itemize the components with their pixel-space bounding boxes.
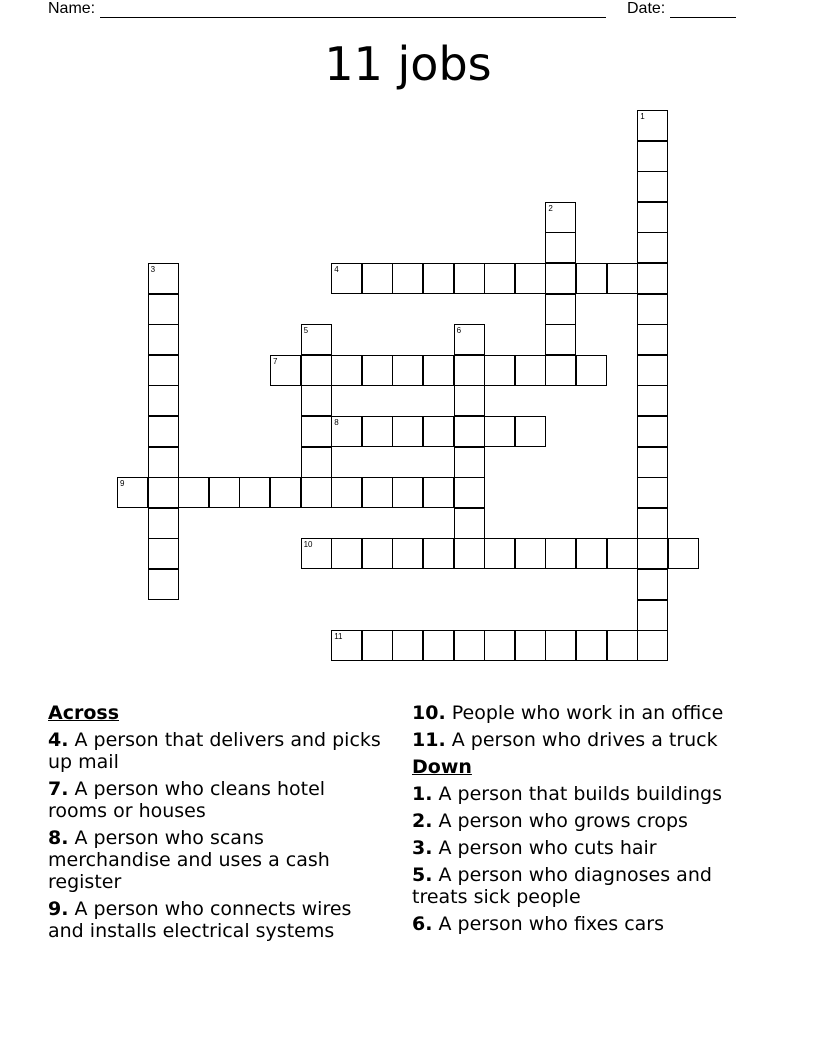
down-clue [412, 864, 772, 908]
clue-number: 6. [412, 913, 433, 935]
crossword-cell[interactable] [637, 600, 668, 631]
clue-number: 2. [412, 810, 433, 832]
crossword-cell[interactable] [301, 416, 332, 447]
crossword-cell[interactable] [331, 538, 362, 569]
across-clue [412, 729, 772, 751]
crossword-cell[interactable] [454, 263, 485, 294]
crossword-cell[interactable] [545, 263, 576, 294]
crossword-cell[interactable] [545, 538, 576, 569]
crossword-cell[interactable] [148, 416, 179, 447]
across-clue [48, 827, 388, 893]
clue-text: A person who scans merchandise and uses a cash register [48, 827, 330, 893]
crossword-cell[interactable] [392, 630, 423, 661]
down-clue [412, 837, 772, 859]
crossword-cell[interactable] [148, 569, 179, 600]
crossword-cell[interactable] [637, 508, 668, 539]
clue-number: 3. [412, 837, 433, 859]
crossword-cell[interactable] [576, 355, 607, 386]
crossword-cell[interactable] [545, 294, 576, 325]
crossword-cell[interactable] [545, 355, 576, 386]
crossword-cell[interactable] [637, 477, 668, 508]
clue-number: 1. [412, 783, 433, 805]
crossword-cell[interactable] [454, 355, 485, 386]
clue-number-label: 2 [548, 203, 553, 213]
crossword-cell[interactable] [454, 630, 485, 661]
crossword-cell[interactable] [331, 630, 362, 661]
crossword-cell[interactable] [484, 416, 515, 447]
clue-number: 11. [412, 729, 446, 751]
clue-number: 7. [48, 778, 69, 800]
crossword-cell[interactable] [637, 416, 668, 447]
crossword-cell[interactable] [637, 385, 668, 416]
crossword-cell[interactable] [484, 630, 515, 661]
crossword-cell[interactable] [301, 355, 332, 386]
crossword-cell[interactable] [545, 324, 576, 355]
crossword-cell[interactable] [331, 355, 362, 386]
crossword-cell[interactable] [148, 355, 179, 386]
crossword-cell[interactable] [515, 538, 546, 569]
clue-text: A person who fixes cars [438, 913, 665, 935]
crossword-cell[interactable] [392, 538, 423, 569]
crossword-cell[interactable] [423, 263, 454, 294]
crossword-cell[interactable] [576, 538, 607, 569]
clue-number-label: 4 [334, 265, 339, 274]
crossword-cell[interactable] [454, 416, 485, 447]
crossword-cell[interactable] [637, 538, 668, 569]
crossword-cell[interactable] [148, 294, 179, 325]
crossword-cell[interactable] [331, 416, 362, 447]
crossword-cell[interactable] [148, 508, 179, 539]
crossword-cell[interactable] [454, 538, 485, 569]
crossword-cell[interactable] [576, 630, 607, 661]
across-heading: Across [48, 702, 120, 724]
clue-number: 9. [48, 898, 69, 920]
crossword-cell[interactable] [148, 447, 179, 478]
across-clues [48, 702, 388, 947]
crossword-cell[interactable] [484, 538, 515, 569]
crossword-cell[interactable] [454, 477, 485, 508]
crossword-cell[interactable] [484, 355, 515, 386]
crossword-cell[interactable] [545, 202, 576, 233]
crossword-cell[interactable] [148, 477, 179, 508]
clue-number-label: 7 [273, 356, 278, 366]
crossword-cell[interactable] [515, 263, 546, 294]
clue-text: A person who grows crops [438, 810, 688, 832]
date-label: Date: [627, 0, 666, 17]
crossword-cell[interactable] [454, 324, 485, 355]
crossword-cell[interactable] [301, 477, 332, 508]
across-clue [48, 729, 388, 773]
crossword-cell[interactable] [331, 477, 362, 508]
crossword-cell[interactable] [607, 538, 638, 569]
across-clue [48, 898, 388, 942]
crossword-cell[interactable] [362, 477, 393, 508]
clue-number: 10. [412, 702, 446, 724]
clue-number-label: 1 [640, 112, 645, 121]
clue-text: A person who diagnoses and treats sick people [412, 864, 712, 908]
down-clue [412, 913, 772, 935]
crossword-cell[interactable] [607, 630, 638, 661]
name-label: Name: [48, 0, 96, 17]
crossword-cell[interactable] [239, 477, 270, 508]
crossword-cell[interactable] [117, 477, 148, 508]
crossword-cell[interactable] [362, 263, 393, 294]
clue-number-label: 5 [303, 326, 309, 336]
crossword-cell[interactable] [423, 416, 454, 447]
crossword-cell[interactable] [423, 477, 454, 508]
crossword-cell[interactable] [301, 538, 332, 569]
crossword-cell[interactable] [545, 232, 576, 263]
crossword-cell[interactable] [515, 630, 546, 661]
clue-text: People who work in an office [451, 702, 724, 724]
crossword-cell[interactable] [392, 477, 423, 508]
clue-text: A person that delivers and picks up mail [48, 729, 381, 773]
clue-number-label: 8 [334, 418, 339, 427]
crossword-cell[interactable] [637, 232, 668, 263]
crossword-cell[interactable] [331, 263, 362, 294]
crossword-cell[interactable] [637, 171, 668, 202]
crossword-cell[interactable] [637, 110, 668, 141]
crossword-cell[interactable] [362, 355, 393, 386]
crossword-cell[interactable] [362, 538, 393, 569]
across-clue [412, 702, 772, 724]
crossword-cell[interactable] [484, 263, 515, 294]
clue-text: A person who cuts hair [438, 837, 657, 859]
crossword-cell[interactable] [454, 447, 485, 478]
down-heading: Down [412, 756, 472, 778]
crossword-cell[interactable] [454, 385, 485, 416]
crossword-cell[interactable] [515, 416, 546, 447]
crossword-cell[interactable] [392, 416, 423, 447]
crossword-cell[interactable] [301, 324, 332, 355]
down-clue [412, 810, 772, 832]
clue-number: 8. [48, 827, 69, 849]
crossword-cell[interactable] [637, 263, 668, 294]
crossword-cell[interactable] [637, 447, 668, 478]
clue-text: A person who cleans hotel rooms or houses [48, 778, 326, 822]
clue-number-label: 10 [303, 540, 313, 550]
crossword-cell[interactable] [607, 263, 638, 294]
clue-text: A person who drives a truck [451, 729, 718, 751]
clue-number: 4. [48, 729, 69, 751]
across-clue [48, 778, 388, 822]
crossword-cell[interactable] [362, 416, 393, 447]
crossword-cell[interactable] [423, 538, 454, 569]
crossword-cell[interactable] [148, 385, 179, 416]
crossword-cell[interactable] [668, 538, 699, 569]
clue-text: A person who connects wires and installs electrical systems [48, 898, 352, 942]
right-clue-column [412, 702, 772, 940]
crossword-cell[interactable] [301, 385, 332, 416]
crossword-cell[interactable] [270, 355, 301, 386]
crossword-cell[interactable] [148, 263, 179, 294]
crossword-cell[interactable] [209, 477, 240, 508]
crossword-cell[interactable] [637, 294, 668, 325]
crossword-cell[interactable] [423, 630, 454, 661]
puzzle-title: 11 jobs [324, 37, 492, 91]
clue-number: 5. [412, 864, 433, 886]
crossword-cell[interactable] [637, 630, 668, 661]
crossword-cell[interactable] [423, 355, 454, 386]
crossword-cell[interactable] [392, 355, 423, 386]
crossword-cell[interactable] [515, 355, 546, 386]
crossword-cell[interactable] [637, 355, 668, 386]
clue-number-label: 11 [334, 632, 343, 642]
crossword-cell[interactable] [545, 630, 576, 661]
crossword-cell[interactable] [362, 630, 393, 661]
clue-text: A person that builds buildings [438, 783, 722, 805]
crossword-cell[interactable] [178, 477, 209, 508]
crossword-cell[interactable] [637, 202, 668, 233]
crossword-cell[interactable] [454, 508, 485, 539]
crossword-cell[interactable] [148, 324, 179, 355]
down-clue [412, 783, 772, 805]
crossword-cell[interactable] [301, 447, 332, 478]
crossword-cell[interactable] [576, 263, 607, 294]
crossword-cell[interactable] [270, 477, 301, 508]
crossword-cell[interactable] [392, 263, 423, 294]
clue-number-label: 9 [120, 479, 125, 489]
clue-number-label: 3 [150, 265, 156, 274]
crossword-cell[interactable] [637, 324, 668, 355]
clue-number-label: 6 [456, 326, 462, 336]
crossword-cell[interactable] [637, 569, 668, 600]
crossword-cell[interactable] [637, 141, 668, 172]
crossword-cell[interactable] [148, 538, 179, 569]
